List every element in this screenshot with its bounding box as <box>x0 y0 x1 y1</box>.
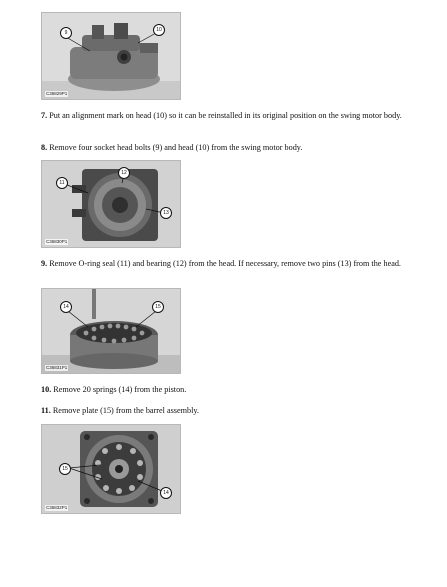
figure-code: C36830P1 <box>46 239 68 244</box>
step-text: Put an alignment mark on head (10) so it can be reinstalled in its original position on the swing motor body. <box>49 111 402 120</box>
step-10 <box>41 384 411 395</box>
step-text: Remove four socket head bolts (9) and head (10) from the swing motor body. <box>49 143 303 152</box>
step-number: 10. <box>41 385 52 394</box>
callout-13: 13 <box>160 207 172 219</box>
figure-head-assembly <box>41 12 181 100</box>
callout-11: 11 <box>56 177 68 189</box>
step-number: 8. <box>41 143 48 152</box>
figure-barrel-plate <box>41 424 181 514</box>
callout-14: 14 <box>60 301 72 313</box>
step-8 <box>41 142 411 153</box>
step-11 <box>41 405 411 416</box>
callout-10: 10 <box>153 24 165 36</box>
callout-15: 15 <box>152 301 164 313</box>
callout-12: 12 <box>118 167 130 179</box>
step-number: 9. <box>41 259 48 268</box>
figure-code: C36829P1 <box>46 91 68 96</box>
step-7 <box>41 110 411 121</box>
figure-head-face <box>41 160 181 248</box>
step-text: Remove plate (15) from the barrel assembly. <box>52 406 199 415</box>
step-9 <box>41 258 411 269</box>
head-face-photo <box>42 161 180 247</box>
figure-code: C36831P1 <box>46 365 68 370</box>
figure-springs <box>41 288 181 374</box>
callout-15: 15 <box>59 463 71 475</box>
figure-code: C36832P1 <box>46 505 68 510</box>
step-text: Remove O-ring seal (11) and bearing (12) from the head. If necessary, remove two pins (13) from the head. <box>49 259 401 268</box>
step-text: Remove 20 springs (14) from the piston. <box>53 385 187 394</box>
step-number: 7. <box>41 111 48 120</box>
callout-14: 14 <box>160 487 172 499</box>
step-number: 11. <box>41 406 51 415</box>
callout-9: 9 <box>60 27 72 39</box>
